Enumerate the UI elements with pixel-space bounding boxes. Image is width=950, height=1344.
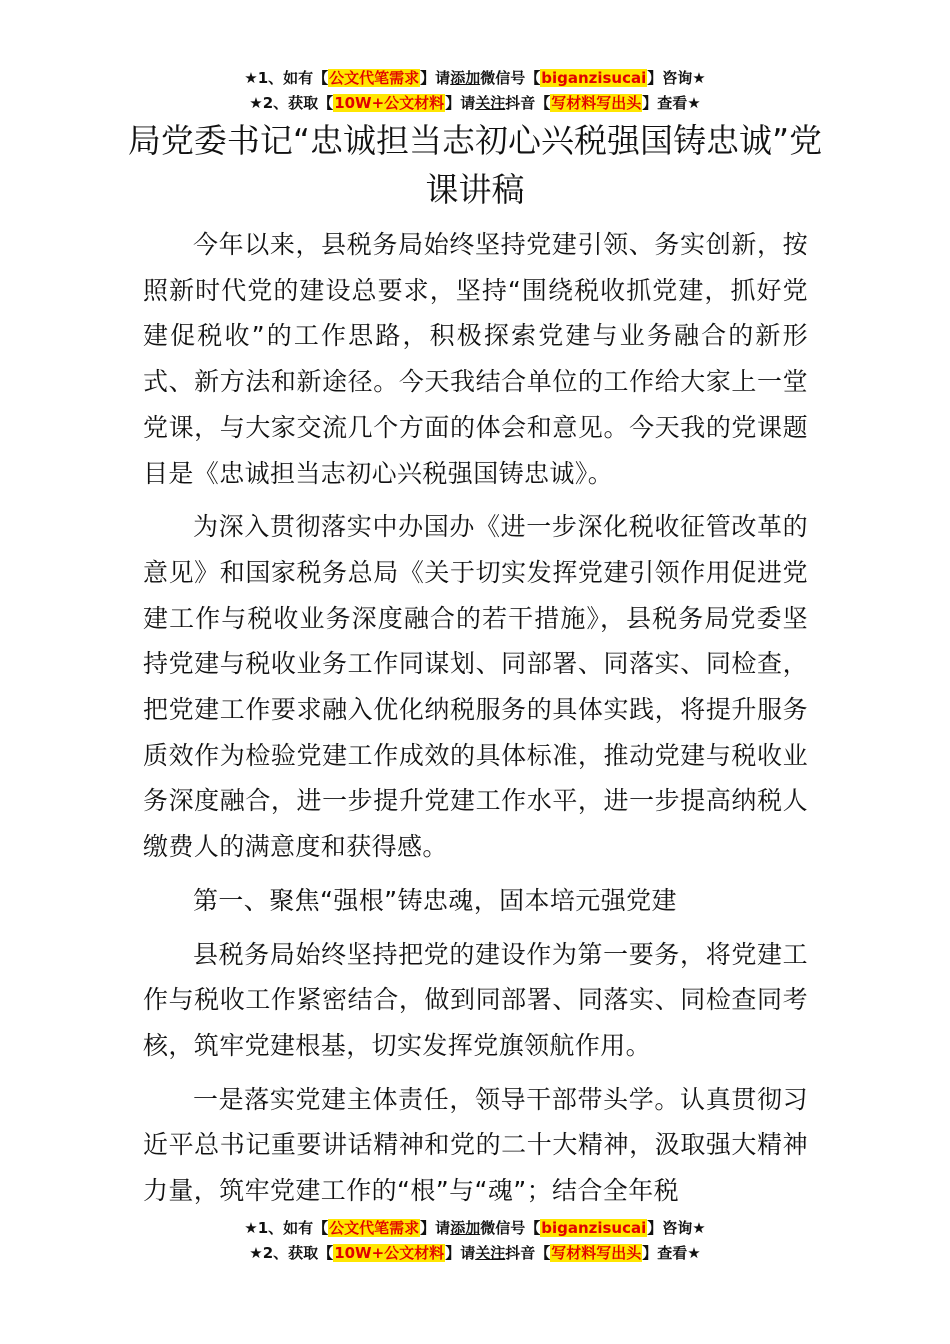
promo-highlight-douyin: 写材料写出头 [551,1244,642,1262]
document-body [143,222,808,1222]
promo-line-1 [0,1216,950,1241]
promo-text: ★2、获取【 [249,1244,334,1262]
promo-text: 】查看★ [642,1244,701,1262]
paragraph-point-1: 一是落实党建主体责任，领导干部带头学。认真贯彻习近平总书记重要讲话精神和党的二十大精神，汲取强大精神力量，筑牢党建工作的“根”与“魂”；结合全年税 [143,1084,808,1206]
promo-text: 】请 [420,69,451,87]
promo-text: 】请 [445,94,476,112]
document-title: 局党委书记“忠诚担当志初心兴税强国铸忠诚”党课讲稿 [127,121,823,209]
promo-text: 】请 [445,1244,476,1262]
promo-text: 】咨询★ [647,1219,706,1237]
section-heading-1: 第一、聚焦“强根”铸忠魂，固本培元强党建 [193,885,677,915]
promo-highlight: 公文代笔需求 [329,69,420,87]
promo-underlined: 关注 [475,1244,506,1262]
promo-text: 】咨询★ [647,69,706,87]
promo-banner-top [0,66,950,116]
promo-text: 】查看★ [642,94,701,112]
paragraph-section-1: 县税务局始终坚持把党的建设作为第一要务，将党建工作与税收工作紧密结合，做到同部署、同落实、同检查同考核，筑牢党建根基，切实发挥党旗领航作用。 [143,939,808,1060]
promo-text: 】请 [420,1219,451,1237]
paragraph-background: 为深入贯彻落实中办国办《进一步深化税收征管改革的意见》和国家税务总局《关于切实发挥党建引领作用促进党建工作与税收业务深度融合的若干措施》，县税务局党委坚持党建与税收业务工作同谋划、同部署、同落实、同检查，把党建工作要求融入优化纳税服务的具体实践，将提升服务质效作为检验党建工作成效的具体标准，推动党建与税收业务深度融合，进一步提升党建工作水平，进一步提高纳税人缴费人的满意度和获得感。 [143,512,808,862]
promo-text: 抖音【 [505,1244,551,1262]
promo-text: 微信号【 [480,69,541,87]
promo-text: ★1、如有【 [244,1219,329,1237]
promo-highlight-wechat-id: biganzisucai [541,1219,647,1237]
promo-text: 抖音【 [505,94,551,112]
promo-text: ★2、获取【 [249,94,334,112]
promo-text: 微信号【 [480,1219,541,1237]
promo-highlight-wechat-id: biganzisucai [541,69,647,87]
promo-highlight-douyin: 写材料写出头 [551,94,642,112]
promo-text: ★1、如有【 [244,69,329,87]
promo-line-1 [0,66,950,91]
promo-underlined: 添加 [450,69,481,87]
promo-highlight: 10W+公文材料 [334,1244,445,1262]
promo-banner-bottom [0,1216,950,1266]
promo-line-2 [0,91,950,116]
paragraph-intro: 今年以来，县税务局始终坚持党建引领、务实创新，按照新时代党的建设总要求，坚持“围绕税收抓党建，抓好党建促税收”的工作思路，积极探索党建与业务融合的新形式、新方法和新途径。今天我结合单位的工作给大家上一堂党课，与大家交流几个方面的体会和意见。今天我的党课题目是《忠诚担当志初心兴税强国铸忠诚》。 [143,230,808,488]
promo-highlight: 公文代笔需求 [329,1219,420,1237]
promo-line-2 [0,1241,950,1266]
promo-highlight: 10W+公文材料 [334,94,445,112]
promo-underlined: 添加 [450,1219,481,1237]
promo-underlined: 关注 [475,94,506,112]
